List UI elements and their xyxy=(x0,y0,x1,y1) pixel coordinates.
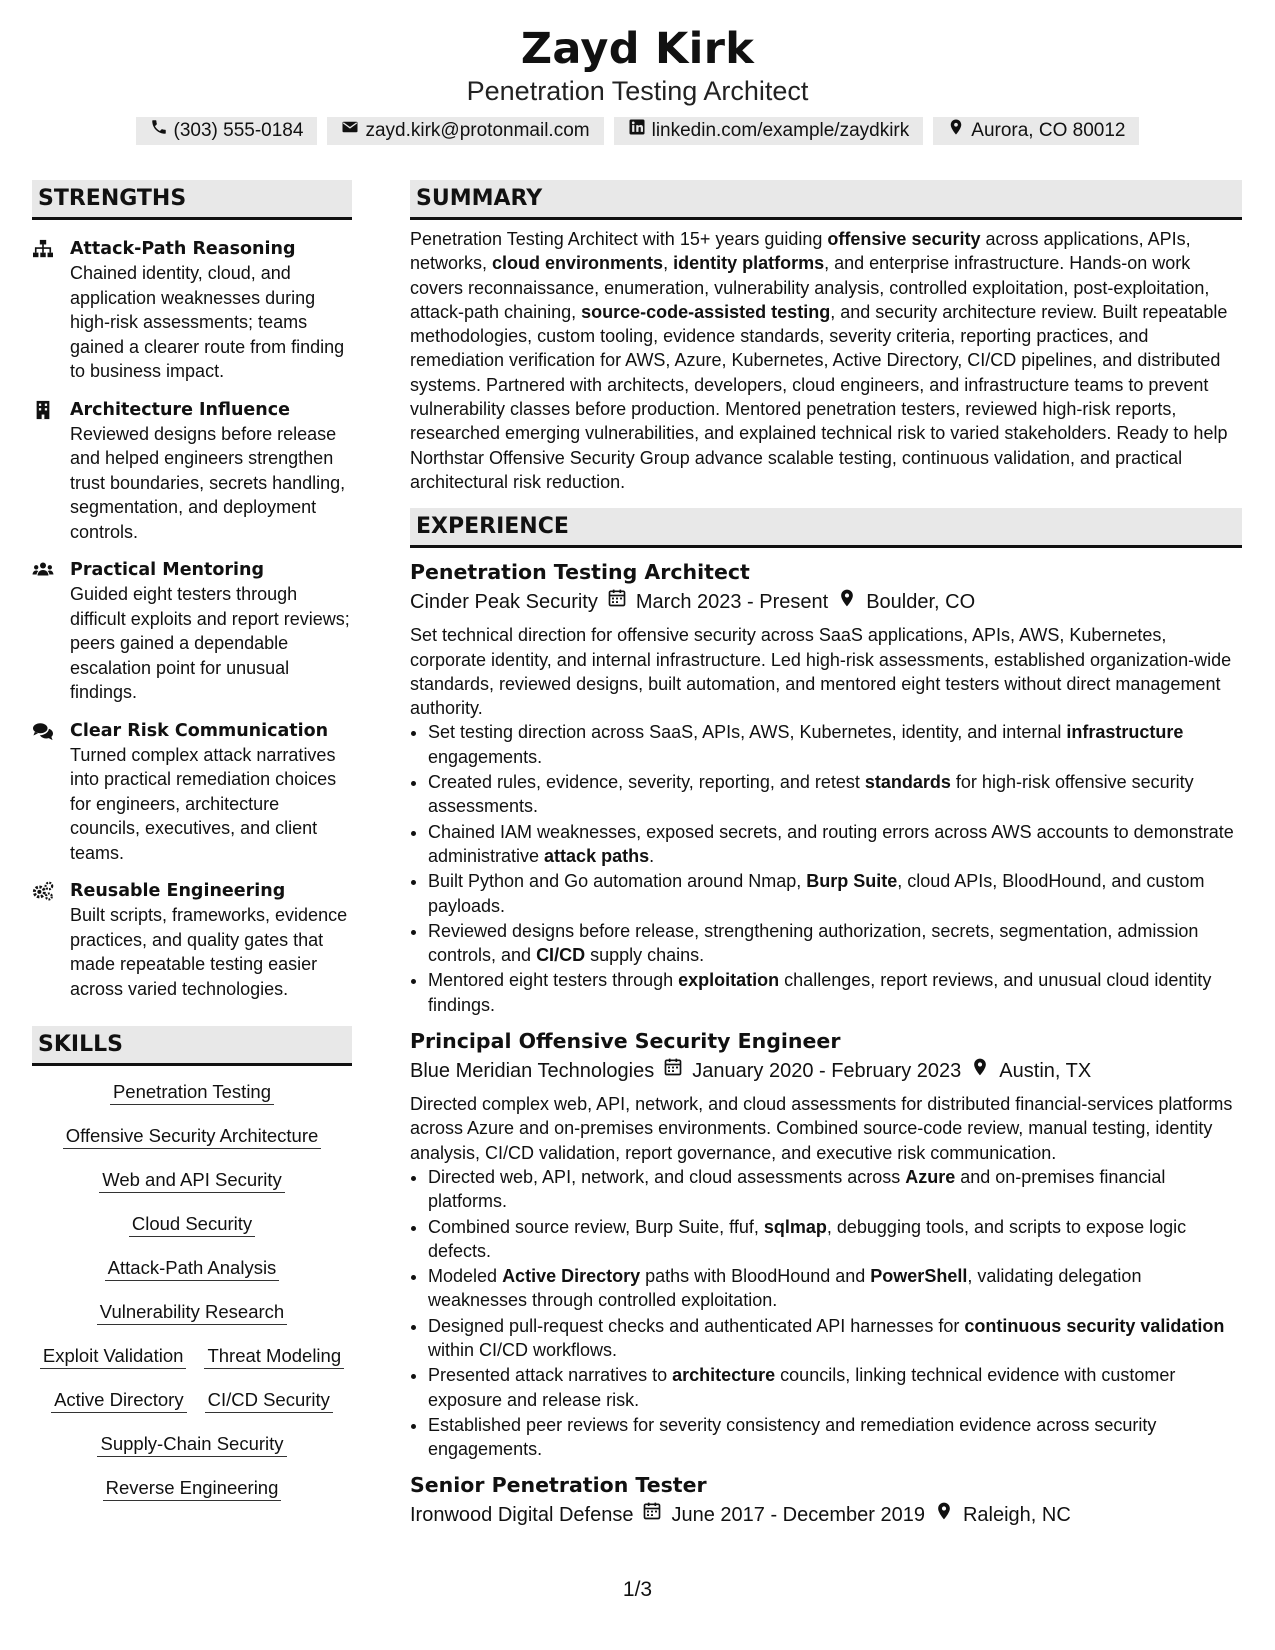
skill-row xyxy=(32,1432,352,1457)
job-company: Blue Meridian Technologies xyxy=(410,1060,655,1083)
strength-body xyxy=(70,719,352,866)
skill-tag: Reverse Engineering xyxy=(103,1476,282,1501)
text-run: for high-risk offensive security assessments. xyxy=(428,772,1194,817)
skill-row xyxy=(32,1212,352,1237)
job-meta xyxy=(410,1056,1242,1086)
strength-title: Attack-Path Reasoning xyxy=(70,239,296,259)
skill-row xyxy=(32,1476,352,1501)
strength-item xyxy=(32,558,352,705)
skill-tag: Attack-Path Analysis xyxy=(105,1256,280,1281)
contact-email[interactable] xyxy=(327,117,603,145)
bold-keyword: Active Directory xyxy=(502,1266,641,1287)
job-description: Set technical direction for offensive security across SaaS applications, APIs, AWS, Kubernetes, corporate identity, and internal infrastructure. Led high-risk assessments, established organization-wide standards, reviewed designs, built automation, and mentored eight testers without direct management authority. xyxy=(410,625,1232,719)
map-pin-icon xyxy=(970,1056,990,1086)
strengths-list xyxy=(32,220,352,1001)
bold-keyword: standards xyxy=(864,772,951,793)
job-entry xyxy=(410,557,1242,1017)
skill-row xyxy=(32,1168,352,1193)
contact-bar xyxy=(0,117,1275,145)
skill-row xyxy=(32,1256,352,1281)
job-meta xyxy=(410,587,1242,617)
job-entry xyxy=(410,1470,1242,1530)
text-run: Chained IAM weaknesses, exposed secrets, and routing errors across AWS accounts to demonstrate administrative xyxy=(428,821,1234,866)
skill-row xyxy=(32,1300,352,1325)
envelope-icon xyxy=(341,117,359,145)
skill-tag: Active Directory xyxy=(51,1388,187,1413)
job-bullet xyxy=(428,1413,1242,1462)
calendar-icon xyxy=(642,1500,662,1530)
job-bullet xyxy=(428,770,1242,819)
strength-item xyxy=(32,719,352,866)
text-run: paths with BloodHound and xyxy=(640,1266,871,1287)
job-bullet xyxy=(428,720,1242,769)
text-run: , and security architecture review. Built repeatable methodologies, custom tooling, evidence standards, severity criteria, reporting practices, and remediation verification for AWS, Azure, Kubernetes, Active Directory, CI/CD pipelines, and distributed systems. Partnered with architects, developers, cloud engineers, and infrastructure teams to prevent vulnerability classes before production. Mentored penetration testers, reviewed high-risk reports, researched emerging vulnerabilities, and explained technical risk to varied stakeholders. Ready to help Northstar Offensive Security Group advance scalable testing, continuous validation, and practical architectural risk reduction. xyxy=(410,301,1228,492)
text-run: Mentored eight testers through xyxy=(428,970,679,991)
skill-tag: Cloud Security xyxy=(129,1212,255,1237)
job-bullet xyxy=(428,869,1242,918)
text-run: , validating delegation weaknesses through controlled exploitation. xyxy=(428,1266,1142,1311)
job-bullet xyxy=(428,1215,1242,1264)
experience-heading: EXPERIENCE xyxy=(410,508,1242,548)
skill-row xyxy=(32,1080,352,1105)
text-run: , and enterprise infrastructure. Hands-on work covers reconnaissance, enumeration, vulnerability analysis, controlled exploitation, post-exploitation, attack-path chaining, xyxy=(410,253,1210,322)
job-bullet xyxy=(428,968,1242,1017)
strength-title: Clear Risk Communication xyxy=(70,720,329,741)
bold-keyword: CI/CD xyxy=(536,945,586,966)
text-run: , debugging tools, and scripts to expose logic defects. xyxy=(428,1216,1187,1261)
bold-keyword: continuous security validation xyxy=(964,1315,1225,1336)
job-dates: June 2017 - December 2019 xyxy=(671,1504,925,1527)
job-bullet xyxy=(428,1264,1242,1313)
job-bullet xyxy=(428,919,1242,968)
skill-tag: CI/CD Security xyxy=(205,1388,333,1413)
strength-desc: Built scripts, frameworks, evidence practices, and quality gates that made repeatable testing easier across varied technologies. xyxy=(70,905,348,999)
text-run: within CI/CD workflows. xyxy=(428,1339,618,1360)
job-location: Boulder, CO xyxy=(866,591,976,614)
building-icon xyxy=(32,398,70,545)
text-run: across applications, APIs, networks, xyxy=(410,229,1191,274)
text-run: , xyxy=(663,253,674,274)
contact-location xyxy=(933,117,1139,145)
bold-keyword: architecture xyxy=(672,1365,776,1386)
strength-desc: Chained identity, cloud, and application weaknesses during high-risk assessments; teams gained a clearer route from finding to business impact. xyxy=(70,263,345,381)
text-run: Reviewed designs before release, strengthening authorization, secrets, segmentation, admission controls, and xyxy=(428,920,1199,966)
comments-icon xyxy=(32,719,70,866)
strength-body xyxy=(70,237,352,384)
job-company: Cinder Peak Security xyxy=(410,591,598,614)
text-run: Combined source review, Burp Suite, ffuf, xyxy=(428,1216,764,1237)
text-run: Penetration Testing Architect with 15+ years guiding xyxy=(410,229,828,249)
text-run: challenges, report reviews, and unusual cloud identity findings. xyxy=(428,970,1212,1015)
linkedin-icon xyxy=(628,117,646,145)
text-run: Directed web, API, network, and cloud assessments across xyxy=(428,1166,906,1187)
left-column xyxy=(32,180,352,1520)
job-location: Austin, TX xyxy=(999,1060,1092,1083)
text-run: Presented attack narratives to xyxy=(428,1365,673,1386)
bold-keyword: offensive security xyxy=(827,229,981,249)
skill-tag: Vulnerability Research xyxy=(97,1300,287,1325)
text-run: Built Python and Go automation around Nmap, xyxy=(428,871,807,892)
job-bullet xyxy=(428,820,1242,869)
bold-keyword: infrastructure xyxy=(1066,722,1184,743)
text-run: Set testing direction across SaaS, APIs, AWS, Kubernetes, identity, and internal xyxy=(428,722,1067,743)
skill-row xyxy=(32,1388,352,1413)
map-pin-icon xyxy=(947,117,965,145)
strength-item xyxy=(32,237,352,384)
job-company: Ironwood Digital Defense xyxy=(410,1504,634,1527)
job-meta xyxy=(410,1500,1242,1530)
job-bullets xyxy=(410,720,1242,1017)
strength-title: Reusable Engineering xyxy=(70,881,286,901)
map-pin-icon xyxy=(837,587,857,617)
job-entry xyxy=(410,1026,1242,1461)
users-icon xyxy=(32,558,70,705)
page-number: 1/3 xyxy=(622,1578,653,1601)
email-text: zayd.kirk@protonmail.com xyxy=(365,120,590,141)
location-text: Aurora, CO 80012 xyxy=(971,120,1126,141)
bold-keyword: attack paths xyxy=(544,845,650,866)
bold-keyword: Burp Suite xyxy=(806,871,898,892)
strength-body xyxy=(70,558,352,705)
contact-phone[interactable] xyxy=(136,117,318,145)
bold-keyword: exploitation xyxy=(678,970,780,991)
text-run: and on-premises financial platforms. xyxy=(428,1166,1166,1212)
strength-item xyxy=(32,879,352,1001)
skill-tag: Exploit Validation xyxy=(40,1344,187,1369)
job-bullet xyxy=(428,1363,1242,1412)
job-title: Principal Offensive Security Engineer xyxy=(410,1029,841,1054)
job-dates: January 2020 - February 2023 xyxy=(692,1060,962,1083)
text-run: , cloud APIs, BloodHound, and custom payloads. xyxy=(428,871,1205,916)
bold-keyword: PowerShell xyxy=(870,1266,968,1287)
job-dates: March 2023 - Present xyxy=(635,591,829,614)
text-run: engagements. xyxy=(428,746,543,767)
job-description: Directed complex web, API, network, and cloud assessments for distributed financial-services platforms across Azure and on-premises environments. Combined source-code review, manual testing, identity analysis, CI/CD validation, report governance, and executive risk communication. xyxy=(410,1094,1233,1163)
skill-tag: Penetration Testing xyxy=(110,1080,274,1105)
strength-title: Architecture Influence xyxy=(70,399,290,420)
candidate-title: Penetration Testing Architect xyxy=(466,76,809,106)
skill-tag: Web and API Security xyxy=(99,1168,285,1193)
resume-header xyxy=(0,22,1275,145)
bold-keyword: identity platforms xyxy=(673,253,825,274)
skill-tag: Supply-Chain Security xyxy=(97,1432,286,1457)
map-pin-icon xyxy=(934,1500,954,1530)
job-bullet xyxy=(428,1314,1242,1363)
job-title: Senior Penetration Tester xyxy=(410,1473,707,1498)
phone-icon xyxy=(150,117,168,145)
gears-icon xyxy=(32,879,70,1001)
contact-linkedin[interactable] xyxy=(614,117,924,145)
job-bullets xyxy=(410,1165,1242,1462)
text-run: Modeled xyxy=(428,1266,503,1287)
strength-title: Practical Mentoring xyxy=(70,560,265,580)
strength-desc: Guided eight testers through difficult exploits and report reviews; peers gained a dependable escalation point for unusual findings. xyxy=(70,584,350,702)
bold-keyword: sqlmap xyxy=(763,1216,827,1237)
linkedin-text: linkedin.com/example/zaydkirk xyxy=(651,120,910,141)
strength-desc: Turned complex attack narratives into practical remediation choices for engineers, architecture councils, executives, and client teams. xyxy=(70,744,337,863)
strength-item xyxy=(32,398,352,545)
summary-text xyxy=(410,227,1242,494)
right-column xyxy=(410,180,1242,1536)
text-run: Established peer reviews for severity consistency and remediation evidence across security engagements. xyxy=(428,1414,1157,1460)
job-title: Penetration Testing Architect xyxy=(410,560,750,585)
strengths-heading: STRENGTHS xyxy=(32,180,352,220)
skill-tag: Threat Modeling xyxy=(204,1344,344,1369)
text-run: councils, linking technical evidence with customer exposure and release risk. xyxy=(428,1365,1176,1410)
text-run: Created rules, evidence, severity, reporting, and retest xyxy=(428,772,865,793)
strength-body xyxy=(70,398,352,545)
bold-keyword: Azure xyxy=(905,1166,956,1187)
skills-heading: SKILLS xyxy=(32,1026,352,1066)
bold-keyword: source-code-assisted testing xyxy=(581,301,831,322)
skill-row xyxy=(32,1344,352,1369)
text-run: . xyxy=(649,845,655,866)
candidate-name: Zayd Kirk xyxy=(520,24,755,74)
summary-heading: SUMMARY xyxy=(410,180,1242,220)
bold-keyword: cloud environments xyxy=(492,253,664,274)
skill-row xyxy=(32,1124,352,1149)
text-run: supply chains. xyxy=(585,945,705,966)
experience-list xyxy=(410,557,1242,1530)
job-bullet xyxy=(428,1165,1242,1214)
strength-desc: Reviewed designs before release and helped engineers strengthen trust boundaries, secrets handling, segmentation, and deployment controls. xyxy=(70,423,346,542)
text-run: Designed pull-request checks and authenticated API harnesses for xyxy=(428,1315,965,1336)
skills-list xyxy=(32,1066,352,1501)
skill-tag: Offensive Security Architecture xyxy=(63,1124,322,1149)
sitemap-icon xyxy=(32,237,70,384)
calendar-icon xyxy=(607,587,627,617)
job-location: Raleigh, NC xyxy=(962,1504,1071,1527)
phone-text: (303) 555-0184 xyxy=(173,120,304,141)
strength-body xyxy=(70,879,352,1001)
calendar-icon xyxy=(663,1056,683,1086)
